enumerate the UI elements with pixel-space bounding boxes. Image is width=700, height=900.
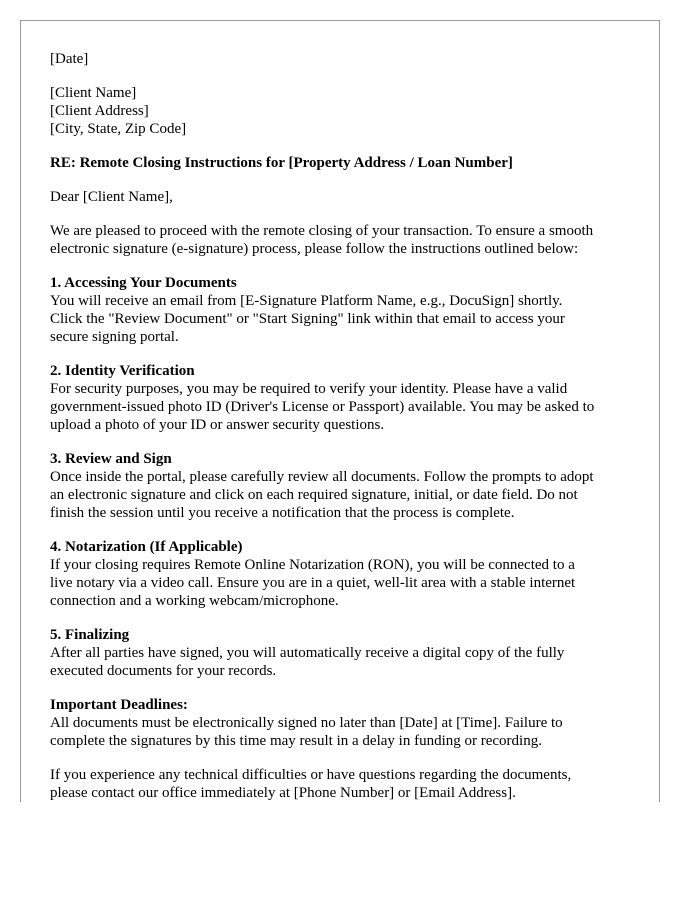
- section-identity-verification: [50, 362, 640, 434]
- section-line: Click the "Review Document" or "Start Signing" link within that email to access your: [50, 311, 565, 327]
- section-finalizing: [50, 626, 640, 680]
- client-city-state-zip: [City, State, Zip Code]: [50, 121, 187, 137]
- section-line: You will receive an email from [E-Signature Platform Name, e.g., DocuSign] shortly.: [50, 293, 563, 309]
- section-line: For security purposes, you may be required to verify your identity. Please have a valid: [50, 381, 568, 397]
- letter-body: [50, 50, 640, 802]
- section-heading: 2. Identity Verification: [50, 363, 195, 379]
- salutation: Dear [Client Name],: [50, 189, 173, 205]
- intro-line: electronic signature (e-signature) process, please follow the instructions outlined below:: [50, 241, 579, 257]
- section-line: secure signing portal.: [50, 329, 179, 345]
- closing-line: please contact our office immediately at [Phone Number] or [Email Address].: [50, 785, 516, 801]
- section-line: finish the session until you receive a notification that the process is complete.: [50, 505, 515, 521]
- section-line: If your closing requires Remote Online Notarization (RON), you will be connected to a: [50, 557, 575, 573]
- section-heading: 1. Accessing Your Documents: [50, 275, 237, 291]
- section-important-deadlines: [50, 696, 640, 750]
- section-line: an electronic signature and click on each required signature, initial, or date field. Do not: [50, 487, 578, 503]
- section-accessing-documents: [50, 274, 640, 346]
- section-heading: 3. Review and Sign: [50, 451, 172, 467]
- section-notarization: [50, 538, 640, 610]
- section-line: government-issued photo ID (Driver's License or Passport) available. You may be asked to: [50, 399, 595, 415]
- intro-line: We are pleased to proceed with the remote closing of your transaction. To ensure a smooth: [50, 223, 594, 239]
- intro-paragraph: [50, 222, 640, 258]
- closing-line: If you experience any technical difficulties or have questions regarding the documents,: [50, 767, 572, 783]
- section-line: All documents must be electronically signed no later than [Date] at [Time]. Failure to: [50, 715, 563, 731]
- section-line: complete the signatures by this time may result in a delay in funding or recording.: [50, 733, 542, 749]
- closing-paragraph: [50, 766, 640, 802]
- letter-date: [Date]: [50, 51, 89, 67]
- letter-subject: RE: Remote Closing Instructions for [Property Address / Loan Number]: [50, 155, 513, 171]
- section-line: executed documents for your records.: [50, 663, 277, 679]
- client-address: [Client Address]: [50, 103, 149, 119]
- section-heading: Important Deadlines:: [50, 697, 188, 713]
- letter-page: [20, 20, 660, 802]
- client-name: [Client Name]: [50, 85, 137, 101]
- section-line: live notary via a video call. Ensure you are in a quiet, well-lit area with a stable internet: [50, 575, 576, 591]
- section-heading: 4. Notarization (If Applicable): [50, 539, 243, 555]
- section-line: After all parties have signed, you will automatically receive a digital copy of the fully: [50, 645, 565, 661]
- client-address-block: [50, 84, 640, 138]
- section-line: Once inside the portal, please carefully review all documents. Follow the prompts to adopt: [50, 469, 594, 485]
- section-line: upload a photo of your ID or answer security questions.: [50, 417, 385, 433]
- section-review-and-sign: [50, 450, 640, 522]
- section-heading: 5. Finalizing: [50, 627, 130, 643]
- section-line: connection and a working webcam/microphone.: [50, 593, 339, 609]
